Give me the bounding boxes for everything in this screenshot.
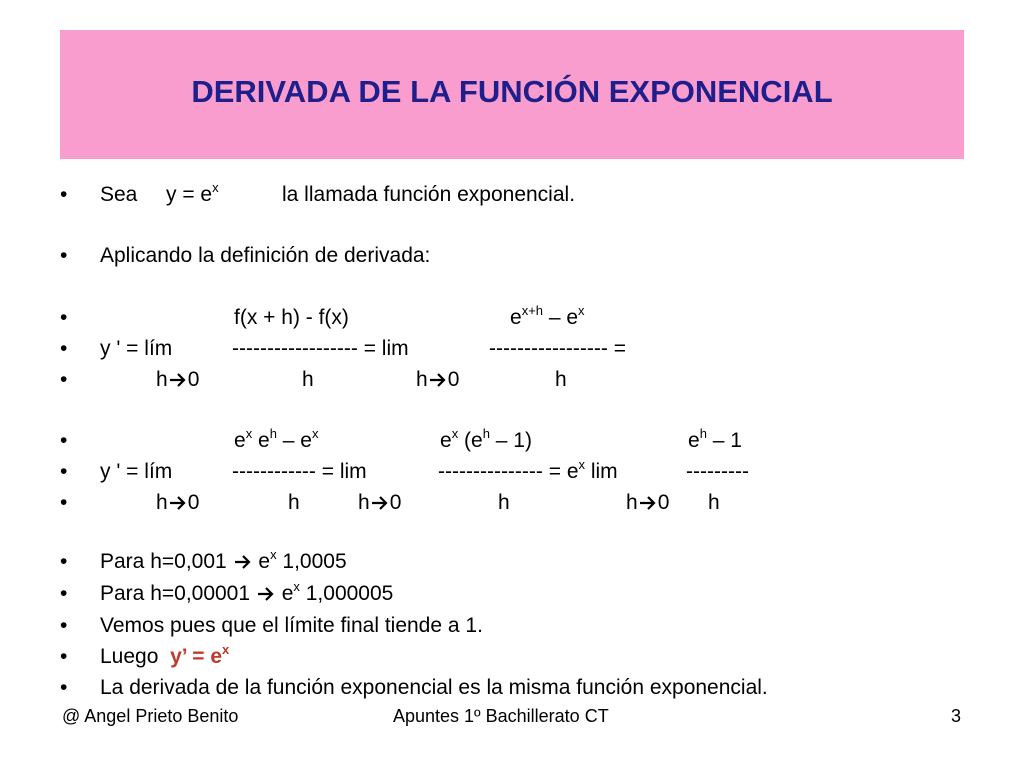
h-to-0: h 0 <box>416 368 460 391</box>
bullet: • <box>60 550 68 573</box>
slide-number: 3 <box>951 706 962 726</box>
fraction-bar-2: ----------------- = <box>489 337 626 360</box>
arrow-right-icon <box>639 495 657 511</box>
arrow-right-icon <box>169 372 187 388</box>
bullet: • <box>60 244 68 267</box>
slide-title: DERIVADA DE LA FUNCIÓN EXPONENCIAL <box>191 74 833 109</box>
text-conclusion: La derivada de la función exponencial es la misma función exponencial. <box>100 676 768 699</box>
arrow-right-icon <box>429 372 447 388</box>
title-banner <box>60 30 964 159</box>
h-to-0: h 0 <box>156 491 200 514</box>
text-para-h1: Para h=0,001 $e^x$ 1,0005 <box>100 547 347 573</box>
h-to-0: h 0 <box>156 368 200 391</box>
denominator-h: h <box>498 491 510 514</box>
denominator-h: h <box>708 491 720 514</box>
formula-y-ex: $y = e^x$ <box>166 180 219 206</box>
numerator-exh: $e^{x+h} - e^x$ <box>510 303 585 329</box>
numerator-ex-eh: $e^x$ $e^h - e^x$ <box>234 426 319 452</box>
numerator-fxh: f(x + h) - f(x) <box>234 306 349 329</box>
arrow-right-icon <box>371 495 389 511</box>
bullet: • <box>60 368 68 391</box>
text-luego: Luego y’ = $e^x$ <box>100 642 230 668</box>
text-sea: Sea <box>100 183 138 206</box>
denominator-h: h <box>302 368 314 391</box>
fraction-bar-lim: ------------------ = lim <box>232 337 409 360</box>
fraction-bar-3: --------- <box>686 460 749 483</box>
footer-author: @ Angel Prieto Benito <box>62 706 239 726</box>
bullet: • <box>60 306 68 329</box>
bullet: • <box>60 429 68 452</box>
bullet: • <box>60 645 68 668</box>
text-exponential-function: la llamada función exponencial. <box>282 183 576 206</box>
text-y-lim: y ' = lím <box>100 460 173 483</box>
bullet: • <box>60 582 68 605</box>
bullet: • <box>60 460 68 483</box>
numerator-ex-eh-1: $e^x$ $(e^h - 1)$ <box>440 426 532 452</box>
arrow-right-icon <box>169 495 187 511</box>
bullet: • <box>60 183 68 206</box>
text-para-h2: Para h=0,00001 $e^x$ 1,000005 <box>100 579 394 605</box>
result-formula: y’ = $e^x$ <box>170 642 230 668</box>
h-to-0: h 0 <box>626 491 670 514</box>
denominator-h: h <box>555 368 567 391</box>
bullet: • <box>60 614 68 637</box>
bullet: • <box>60 337 68 360</box>
text-y-lim: y ' = lím <box>100 337 173 360</box>
denominator-h: h <box>288 491 300 514</box>
arrow-right-icon <box>257 586 275 602</box>
fraction-bar-ex-lim: --------------- = $e^x$ lim <box>438 457 618 483</box>
footer-course: Apuntes 1º Bachillerato CT <box>393 706 609 726</box>
text-vemos: Vemos pues que el límite final tiende a 1. <box>100 614 483 637</box>
numerator-eh-1: $e^h - 1$ <box>688 426 742 452</box>
fraction-bar-lim: ------------ = lim <box>232 460 367 483</box>
text-definition: Aplicando la definición de derivada: <box>100 244 431 267</box>
arrow-right-icon <box>234 554 252 570</box>
bullet: • <box>60 676 68 699</box>
h-to-0: h 0 <box>358 491 402 514</box>
bullet: • <box>60 491 68 514</box>
